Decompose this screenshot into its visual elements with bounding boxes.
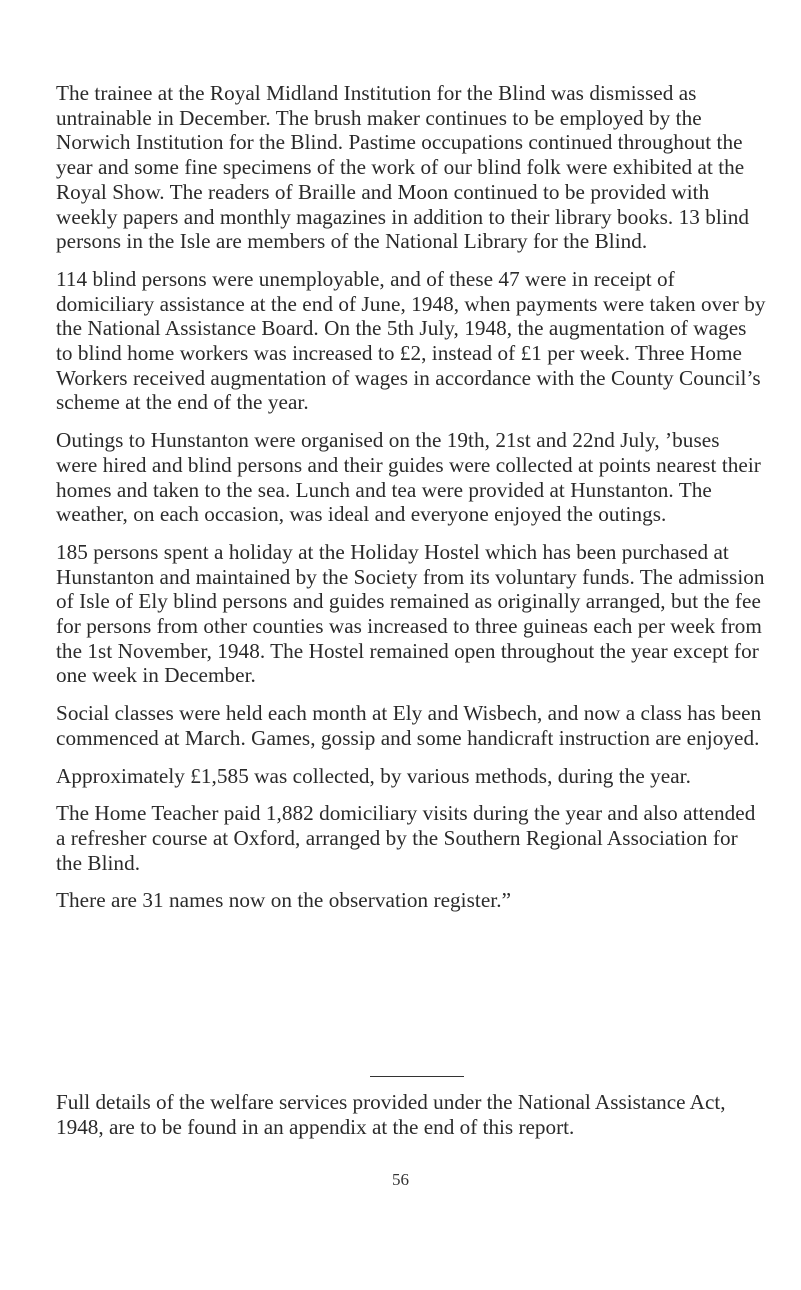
paragraph-social-classes: Social classes were held each month at Ely and Wisbech, and now a class has been commenced at March. Games, gossip and some handicraft instruction are enjoyed. xyxy=(56,701,762,750)
page-number: 56 xyxy=(392,1170,409,1189)
section-divider xyxy=(370,1076,464,1077)
paragraph-institutions: The trainee at the Royal Midland Institution for the Blind was dismissed as untrainable in December. The brush maker continues to be employed by the Norwich Institution for the Blind. Pastime occupations continued throughout the year and some fine specimens of the work of our blind folk were exhibited at the Royal Show. The readers of Braille and Moon continued to be provided with weekly papers and monthly magazines in addition to their library books. 13 blind persons in the Isle are members of the National Library for the Blind. xyxy=(56,81,750,254)
paragraph-home-teacher: The Home Teacher paid 1,882 domiciliary visits during the year and also attended a refresher course at Oxford, arranged by the Southern Regional Association for the Blind. xyxy=(56,801,756,875)
closing-note: Full details of the welfare services provided under the National Assistance Act, 1948, are to be found in an appendix at the end of this report. xyxy=(56,1090,726,1139)
paragraph-holiday-hostel: 185 persons spent a holiday at the Holiday Hostel which has been purchased at Hunstanton and maintained by the Society from its voluntary funds. The admission of Isle of Ely blind persons and guides remained as originally arranged, but the fee for persons from other counties was increased to three guineas each per week from the 1st November, 1948. The Hostel remained open throughout the year except for one week in December. xyxy=(56,539,765,688)
paragraph-outings: Outings to Hunstanton were organised on the 19th, 21st and 22nd July, ’buses were hired and blind persons and their guides were collected at points nearest their homes and taken to the sea. Lunch and tea were provided at Hunstanton. The weather, on each occasion, was ideal and everyone enjoyed the outings. xyxy=(56,428,761,527)
paragraph-unemployable: 114 blind persons were unemployable, and of these 47 were in receipt of domiciliary assistance at the end of June, 1948, when payments were taken over by the National Assistance Board. On the 5th July, 1948, the augmentation of wages to blind home workers was increased to £2, instead of £1 per week. Three Home Workers received augmentation of wages in accordance with the County Council’s scheme at the end of the year. xyxy=(56,266,766,415)
paragraph-collections: Approximately £1,585 was collected, by various methods, during the year. xyxy=(56,763,691,788)
paragraph-observation-register: There are 31 names now on the observation register.” xyxy=(56,888,512,913)
report-body xyxy=(56,81,766,926)
